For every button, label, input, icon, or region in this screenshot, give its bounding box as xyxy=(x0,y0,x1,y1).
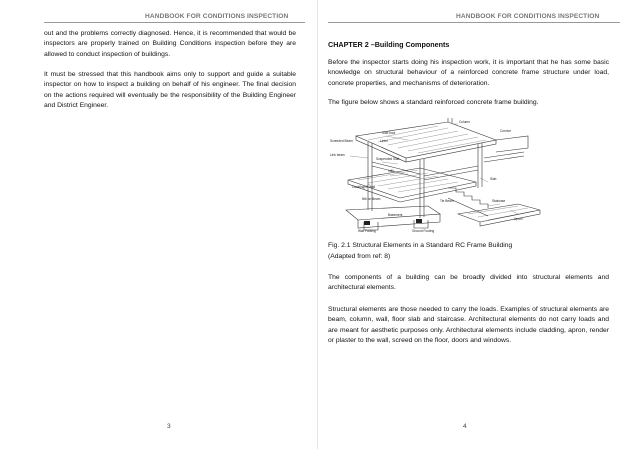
figure-label: Nib on Beam xyxy=(362,197,381,201)
figure-label: Basement xyxy=(388,213,403,217)
figure-label: Link beam xyxy=(330,153,345,157)
figure-caption-source: (Adapted from ref: 8) xyxy=(328,253,391,260)
page-number: 3 xyxy=(167,423,171,430)
left-page xyxy=(0,0,317,449)
paragraph: Structural elements are those needed to carry the loads. Examples of structural elements are beam, column, wall, floor slab and staircase. Architectural elements do not carry loads and are meant for aesthetic purposes only. Architectural elements include cladding, apron, render or plaster to the wall, screed on the floor, doors and windows. xyxy=(328,306,609,345)
paragraph: out and the problems correctly diagnosed. Hence, it is recommended that would be inspectors are properly trained on Building Conditions inspection before they are allowed to conduct inspection of buildings. xyxy=(44,30,296,58)
figure-label: Infill xyxy=(388,169,394,173)
running-head: HANDBOOK FOR CONDITIONS INSPECTION xyxy=(456,13,600,20)
figure-label: Apron xyxy=(514,217,523,221)
header-rule xyxy=(328,22,620,23)
figure-label: Screeded Beam xyxy=(330,139,353,143)
figure-label: Tie Beam xyxy=(440,199,454,203)
page-number: 4 xyxy=(463,423,467,430)
paragraph: The components of a building can be broadly divided into structural elements and architectural elements. xyxy=(328,274,609,292)
header-rule xyxy=(44,22,305,23)
figure-label: Slab xyxy=(490,177,497,181)
paragraph: Before the inspector starts doing his inspection work, it is important that he has some basic knowledge on structural behaviour of a reinforced concrete frame structure under load, concrete properties, and mechanisms of deterioration. xyxy=(328,59,609,87)
figure-label: Cornice xyxy=(500,129,511,133)
paragraph: It must be stressed that this handbook aims only to support and guide a suitable inspector on how to inspect a building on behalf of his engineer. The final decision on the actions required will eventually be the responsibility of the Building Engineer and District Engineer. xyxy=(44,71,296,110)
right-page xyxy=(318,0,635,449)
running-head: HANDBOOK FOR CONDITIONS INSPECTION xyxy=(145,13,289,20)
figure-label: Cladding to Wall xyxy=(352,185,376,189)
paragraph: The figure below shows a standard reinforced concrete frame building. xyxy=(328,99,539,106)
figure-label: Wall Footing xyxy=(358,229,376,233)
figure-label: Slab floor xyxy=(382,131,396,135)
figure-label: Column xyxy=(459,120,470,124)
rc-frame-building-figure xyxy=(328,118,542,236)
figure-label: Lintel xyxy=(380,139,388,143)
chapter-title: CHAPTER 2 –Building Components xyxy=(328,40,450,49)
figure-label: Ground Footing xyxy=(412,229,435,233)
figure-label: Suspended Slab xyxy=(376,157,400,161)
figure-label: Staircase xyxy=(492,199,506,203)
figure-caption: Fig. 2.1 Structural Elements in a Standard RC Frame Building xyxy=(328,242,513,249)
